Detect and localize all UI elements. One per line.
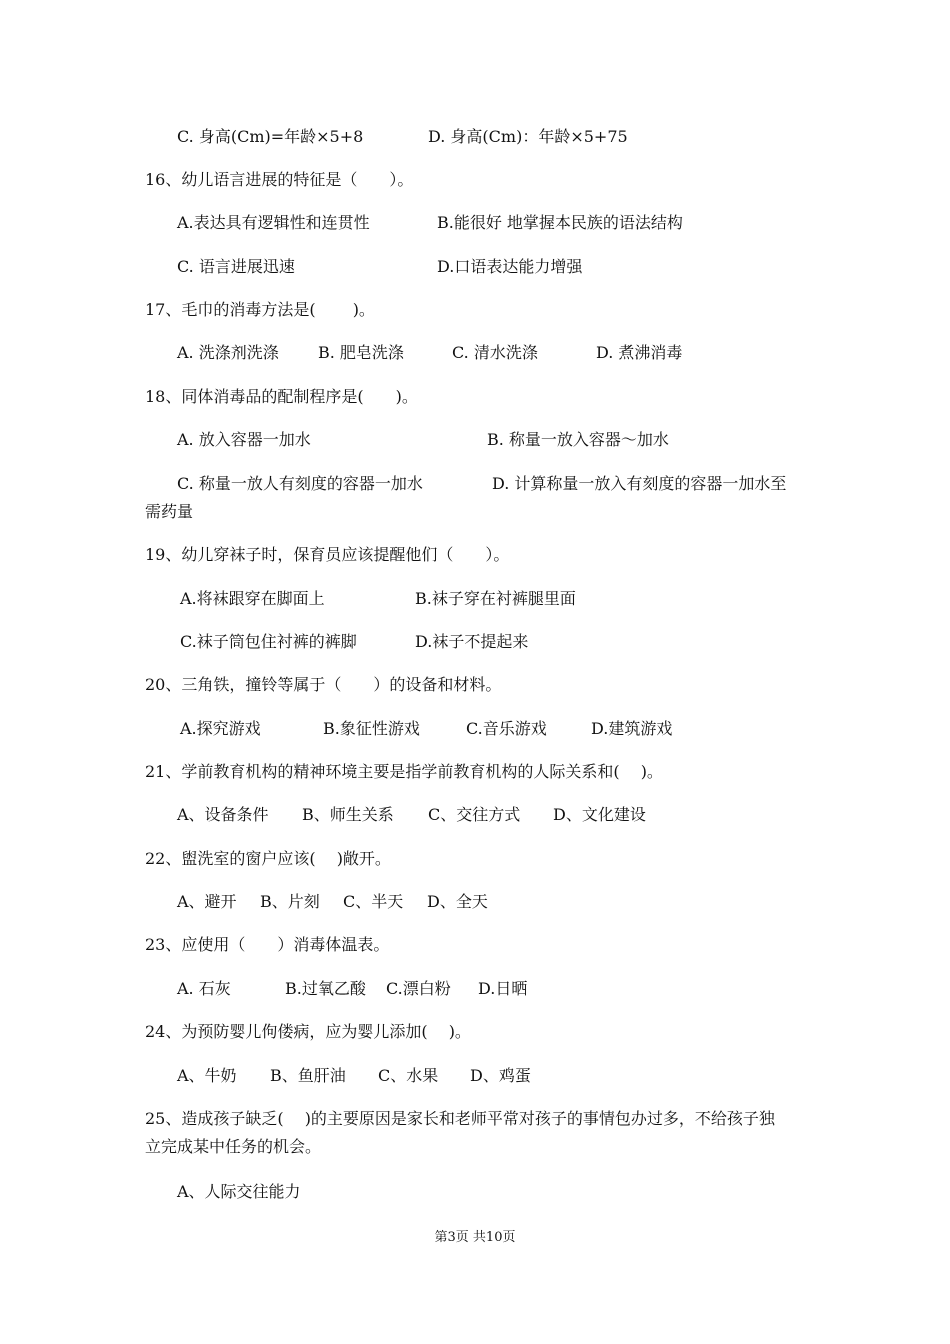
q23-option-c: C.漂白粉	[386, 979, 451, 998]
q17-option-c: C. 清水洗涤	[452, 343, 538, 362]
q18-stem: 18、同体消毒品的配制程序是( )。	[145, 387, 418, 406]
q20-option-d: D.建筑游戏	[591, 719, 673, 738]
q19-stem: 19、幼儿穿袜子时，保育员应该提醒他们（ ）。	[145, 545, 510, 564]
q19-option-c: C.袜子筒包住衬裤的裤脚	[180, 632, 357, 651]
page-number-footer: 第3页 共10页	[434, 1230, 516, 1245]
q25-option-a: A、人际交往能力	[177, 1182, 301, 1201]
q21-option-c: C、交往方式	[428, 805, 521, 824]
q22-option-d: D、全天	[427, 892, 488, 911]
q23-option-b: B.过氧乙酸	[285, 979, 366, 998]
q23-option-a: A. 石灰	[177, 979, 231, 998]
q25-stem-continued: 立完成某中任务的机会。	[145, 1137, 322, 1156]
q19-option-d: D.袜子不提起来	[415, 632, 529, 651]
q18-option-d: D. 计算称量一放入有刻度的容器一加水至	[492, 474, 787, 493]
q21-stem: 21、学前教育机构的精神环境主要是指学前教育机构的人际关系和( )。	[145, 762, 663, 781]
q21-option-b: B、师生关系	[302, 805, 394, 824]
q22-option-b: B、片刻	[260, 892, 320, 911]
q20-option-a: A.探究游戏	[180, 719, 261, 738]
q18-option-a: A. 放入容器一加水	[177, 430, 311, 449]
q22-option-c: C、半天	[343, 892, 404, 911]
q20-stem: 20、三角铁，撞铃等属于（ ）的设备和材料。	[145, 675, 502, 694]
q18-option-b: B. 称量一放入容器～加水	[487, 430, 669, 449]
q19-option-a: A.将袜跟穿在脚面上	[180, 589, 325, 608]
q22-option-a: A、避开	[177, 892, 237, 911]
q18-option-d-continued: 需药量	[145, 502, 194, 521]
q17-option-b: B. 肥皂洗涤	[318, 343, 404, 362]
q20-option-c: C.音乐游戏	[466, 719, 547, 738]
q18-option-c: C. 称量一放人有刻度的容器一加水	[177, 474, 423, 493]
q22-stem: 22、盥洗室的窗户应该( )敞开。	[145, 849, 391, 868]
q23-stem: 23、应使用（ ）消毒体温表。	[145, 935, 390, 954]
q15-option-d: D. 身高(Cm)：年龄×5+75	[428, 127, 628, 146]
q24-stem: 24、为预防婴儿佝偻病，应为婴儿添加( )。	[145, 1022, 471, 1041]
q17-stem: 17、毛巾的消毒方法是( )。	[145, 300, 375, 319]
q19-option-b: B.袜子穿在衬裤腿里面	[415, 589, 576, 608]
q24-option-d: D、鸡蛋	[470, 1066, 531, 1085]
q16-option-b: B.能很好 地掌握本民族的语法结构	[437, 213, 683, 232]
q24-option-a: A、牛奶	[177, 1066, 237, 1085]
q16-option-d: D.口语表达能力增强	[437, 257, 583, 276]
q23-option-d: D.日晒	[478, 979, 528, 998]
q16-stem: 16、幼儿语言进展的特征是（ ）。	[145, 170, 414, 189]
q21-option-d: D、文化建设	[553, 805, 646, 824]
q15-option-c: C. 身高(Cm)=年龄×5+8	[177, 127, 364, 146]
q24-option-b: B、鱼肝油	[270, 1066, 346, 1085]
q16-option-a: A.表达具有逻辑性和连贯性	[177, 213, 370, 232]
q24-option-c: C、水果	[378, 1066, 439, 1085]
q20-option-b: B.象征性游戏	[323, 719, 420, 738]
q17-option-a: A. 洗涤剂洗涤	[177, 343, 279, 362]
q25-stem: 25、造成孩子缺乏( )的主要原因是家长和老师平常对孩子的事情包办过多，不给孩子独	[145, 1109, 775, 1128]
q17-option-d: D. 煮沸消毒	[596, 343, 683, 362]
q21-option-a: A、设备条件	[177, 805, 269, 824]
q16-option-c: C. 语言进展迅速	[177, 257, 295, 276]
